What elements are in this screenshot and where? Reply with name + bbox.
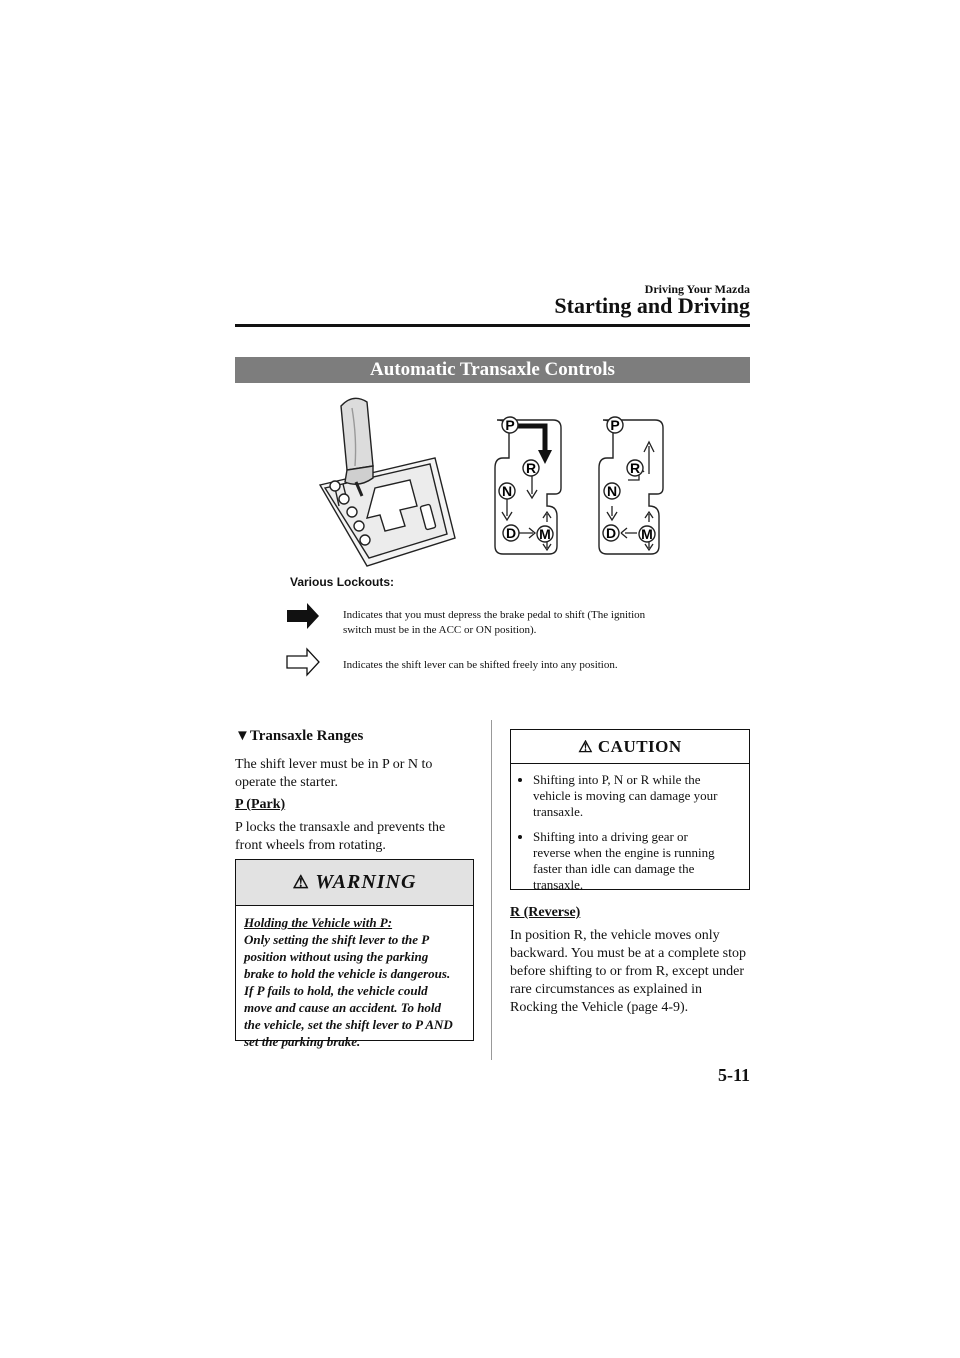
warning-line: move and cause an accident. To hold [244, 1000, 442, 1015]
section-heading [235, 728, 363, 745]
caution-item-line: reverse when the engine is running [533, 845, 715, 860]
caution-item-line: • Shifting into a driving gear or [533, 829, 688, 844]
reverse-line: before shifting to or from R, except under [510, 964, 745, 979]
gate-1-label-n: N [501, 483, 513, 499]
caution-item-line: • Shifting into P, N or R while the [533, 772, 701, 787]
park-text-line-2: front wheels from rotating. [235, 838, 386, 853]
intro-line-2: operate the starter. [235, 775, 339, 790]
reverse-line: rare circumstances as explained in [510, 982, 703, 997]
gate-1-label-p: P [505, 417, 515, 433]
caution-title: CAUTION [597, 737, 682, 756]
gate-2-label-r: R [629, 460, 641, 476]
shift-gate-2 [599, 417, 663, 554]
page-number: 5-11 [717, 1065, 750, 1085]
caution-item-line: faster than idle can damage the [533, 861, 695, 876]
warning-line: If P fails to hold, the vehicle could [244, 983, 428, 998]
legend-item-free: Indicates the shift lever can be shifted freely into any position. [343, 659, 618, 671]
reverse-heading: R (Reverse) [510, 905, 581, 920]
outline-arrow-icon [287, 649, 319, 675]
caution-header [511, 730, 749, 764]
caution-item-line: vehicle is moving can damage your [533, 788, 718, 803]
column-divider [491, 720, 492, 1060]
warning-subtitle: Holding the Vehicle with P: [244, 915, 393, 930]
section-heading-text: Transaxle Ranges [249, 728, 364, 744]
reverse-line: In position R, the vehicle moves only [510, 928, 720, 943]
reverse-line: Rocking the Vehicle (page 4-9). [510, 1000, 689, 1015]
caution-list [511, 772, 749, 893]
gate-2-label-m: M [641, 526, 653, 542]
caution-item [533, 772, 743, 820]
caution-item-line: transaxle. [533, 804, 584, 819]
park-heading: P (Park) [235, 797, 286, 812]
legend-item-brake-line-2: switch must be in the ACC or ON position). [343, 624, 537, 636]
warning-line: brake to hold the vehicle is dangerous. [244, 966, 451, 981]
gate-2-label-n: N [606, 483, 618, 499]
warning-header [236, 860, 473, 906]
gate-1-label-m: M [539, 526, 551, 542]
warning-line: position without using the parking [244, 949, 429, 964]
section-title: Starting and Driving [554, 293, 750, 318]
lockouts-label: Various Lockouts: [290, 575, 395, 589]
warning-line: the vehicle, set the shift lever to P AND [244, 1017, 453, 1032]
caution-item [533, 829, 743, 893]
caution-item-line: transaxle. [533, 877, 584, 892]
shift-lever-illustration [320, 398, 455, 566]
gate-1-label-d: D [505, 525, 517, 541]
gate-1-label-r: R [525, 460, 537, 476]
filled-arrow-icon [287, 603, 319, 629]
section-marker-icon: ▼ [235, 728, 250, 744]
warning-title: WARNING [315, 871, 417, 893]
intro-line-1: The shift lever must be in P or N to [235, 757, 433, 772]
chapter-title: Driving Your Mazda [644, 282, 750, 296]
warning-icon: ⚠ [292, 872, 310, 892]
banner-title: Automatic Transaxle Controls [235, 357, 750, 383]
warning-line: Only setting the shift lever to the P [244, 932, 430, 947]
shift-gate-1 [495, 417, 561, 554]
legend-item-brake-line-1: Indicates that you must depress the brake pedal to shift (The ignition [343, 609, 646, 621]
warning-line: set the parking brake. [244, 1034, 361, 1049]
reverse-line: backward. You must be at a complete stop [510, 946, 747, 961]
warning-box [235, 859, 474, 1049]
caution-box [510, 729, 750, 890]
caution-icon: ⚠ [578, 739, 594, 756]
header-rule [235, 324, 750, 327]
gate-2-label-p: P [610, 417, 620, 433]
warning-body [236, 906, 473, 1058]
park-text-line-1: P locks the transaxle and prevents the [235, 820, 446, 835]
gate-2-label-d: D [605, 525, 617, 541]
